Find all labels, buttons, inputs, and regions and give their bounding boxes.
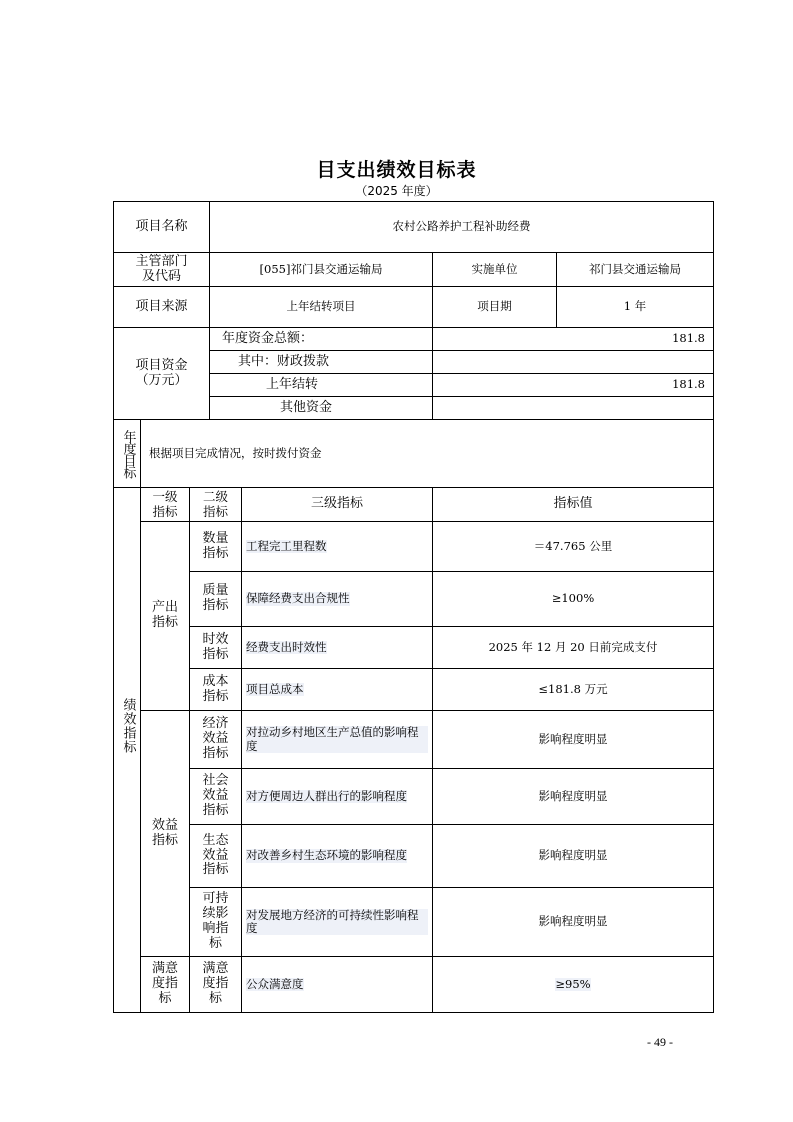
page-number: - 49 - — [647, 1035, 673, 1049]
period-value: 1 年 — [623, 299, 647, 314]
row-l3-text: 保障经费支出合规性 — [246, 591, 350, 606]
row-l3 — [242, 711, 432, 768]
funds-carryover-label: 上年结转 — [266, 376, 319, 392]
row-l3 — [242, 669, 432, 710]
row-value: 影响程度明显 — [538, 848, 608, 863]
funds-carryover-value: 181.8 — [672, 377, 705, 392]
funds-label-line1: 项目资金 — [135, 357, 188, 373]
row-l3 — [242, 825, 432, 887]
row-l2: 满意度指标 — [202, 961, 229, 1006]
row-l3-text: 对发展地方经济的可持续性影响程度 — [246, 909, 428, 935]
row-value: ≤181.8 万元 — [538, 681, 608, 696]
dept-label — [114, 253, 209, 286]
row-value — [433, 957, 713, 1012]
funds-label-line2: （万元） — [135, 372, 188, 388]
row-l2: 成本指标 — [202, 673, 229, 704]
row-l3-text: 工程完工里程数 — [246, 538, 327, 553]
row-l2: 可持续影响指标 — [202, 891, 229, 951]
source-label: 项目来源 — [135, 298, 188, 314]
period-label: 项目期 — [477, 299, 512, 314]
row-value-text: ≥95% — [555, 976, 591, 991]
benefit-label: 效益指标 — [151, 817, 178, 848]
row-value: ≥100% — [551, 591, 595, 606]
row-value: 2025 年 12 月 20 日前完成支付 — [488, 639, 658, 654]
row-l3 — [242, 957, 432, 1012]
page-title: 目支出绩效目标表 — [316, 159, 477, 181]
row-l2: 生态效益指标 — [202, 832, 229, 878]
row-l3 — [242, 888, 432, 956]
row-l3 — [242, 627, 432, 668]
row-l3-text: 对方便周边人群出行的影响程度 — [246, 788, 407, 803]
project-name-label: 项目名称 — [135, 218, 188, 234]
dept-label-line2: 及代码 — [141, 268, 181, 284]
funds-fiscal-label: 其中：财政拨款 — [238, 353, 330, 369]
funds-other-label: 其他资金 — [280, 399, 333, 415]
impl-unit-value: 祁门县交通运输局 — [589, 261, 681, 276]
funds-fiscal-value — [433, 351, 713, 373]
header-level2: 二级指标 — [202, 489, 228, 519]
row-l3 — [242, 522, 432, 571]
annual-goal-text: 根据项目完成情况，按时拨付资金 — [149, 445, 322, 460]
header-value: 指标值 — [553, 496, 593, 512]
header-level1: 一级指标 — [152, 489, 178, 519]
impl-unit-label: 实施单位 — [471, 261, 518, 276]
row-l2: 社会效益指标 — [202, 773, 229, 818]
dept-value: [055]祁门县交通运输局 — [259, 261, 383, 276]
row-l3-text: 经费支出时效性 — [246, 639, 327, 654]
row-l3-text: 对改善乡村生态环境的影响程度 — [246, 848, 407, 863]
row-value: ＝47.765 公里 — [533, 538, 613, 553]
source-value: 上年结转项目 — [286, 299, 356, 314]
row-l3 — [242, 769, 432, 824]
funds-total-label: 年度资金总额： — [222, 330, 314, 346]
row-l2: 质量指标 — [202, 583, 229, 613]
row-value: 影响程度明显 — [538, 788, 608, 803]
row-l2: 经济效益指标 — [202, 716, 229, 761]
satisfaction-label: 满意度指标 — [151, 961, 178, 1006]
funds-other-value — [433, 397, 713, 419]
row-l2: 时效指标 — [202, 631, 229, 662]
output-label: 产出指标 — [151, 600, 178, 630]
row-l3-text: 项目总成本 — [246, 681, 304, 696]
perf-label: 绩效指标 — [120, 698, 136, 754]
row-l3-text: 公众满意度 — [246, 976, 304, 991]
row-l3 — [242, 572, 432, 626]
annual-goal-label: 年度目标 — [120, 429, 136, 478]
row-value: 影响程度明显 — [538, 914, 608, 929]
page-subtitle: （2025 年度） — [355, 184, 438, 198]
funds-total-value: 181.8 — [672, 331, 705, 346]
row-l2: 数量指标 — [202, 530, 229, 561]
row-value: 影响程度明显 — [538, 731, 608, 746]
funds-label — [114, 328, 209, 419]
row-l3-text: 对拉动乡村地区生产总值的影响程度 — [246, 726, 428, 752]
header-level3: 三级指标 — [310, 496, 363, 512]
project-name-value: 农村公路养护工程补助经费 — [392, 219, 531, 234]
dept-label-line1: 主管部门 — [135, 253, 188, 269]
